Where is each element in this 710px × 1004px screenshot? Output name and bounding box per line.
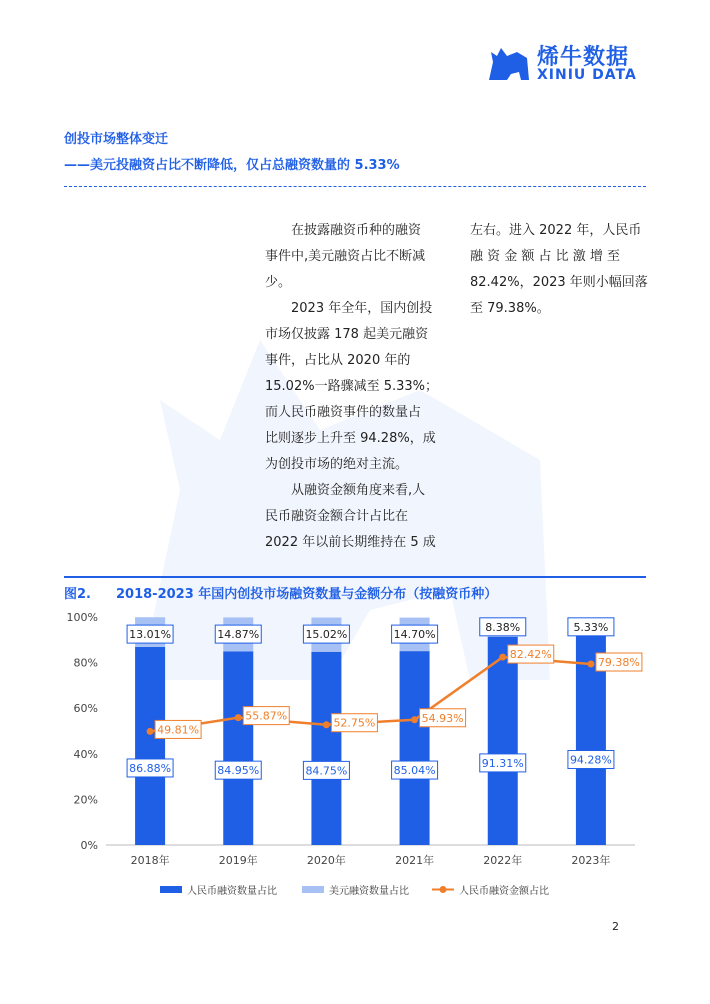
section-title: 创投市场整体变迁 — [64, 132, 169, 147]
rmb-amount-point — [235, 714, 242, 721]
paragraph-line: 比则逐步上升至 94.28%，成 — [265, 431, 436, 446]
x-tick-label: 2022年 — [483, 854, 523, 867]
usd-count-label: 13.01% — [129, 628, 172, 642]
bar-rmb-count — [135, 647, 165, 845]
legend-label: 美元融资数量占比 — [329, 886, 409, 897]
rmb-amount-label: 49.81% — [157, 723, 200, 737]
x-tick-label: 2018年 — [130, 854, 170, 867]
logo-name-en: XINIU DATA — [537, 67, 637, 83]
rmb-amount-point — [323, 721, 330, 728]
rmb-amount-point — [499, 654, 506, 661]
bar-rmb-count — [488, 637, 518, 845]
paragraph-line: 15.02%一路骤减至 5.33%； — [265, 379, 438, 394]
y-tick-label: 20% — [73, 793, 98, 807]
currency-distribution-chart — [60, 605, 650, 905]
y-tick-label: 100% — [66, 611, 98, 624]
section-subtitle: ——美元投融资占比不断降低，仅占总融资数量的 5.33% — [64, 158, 400, 173]
figure-top-rule — [64, 576, 646, 578]
rmb-amount-label: 52.75% — [333, 716, 376, 730]
paragraph-line: 为创投市场的绝对主流。 — [265, 457, 409, 472]
page-number: 2 — [612, 920, 619, 933]
x-tick-label: 2020年 — [306, 854, 346, 867]
usd-count-label: 14.70% — [393, 628, 436, 642]
usd-count-label: 5.33% — [573, 620, 609, 634]
rmb-amount-label: 55.87% — [245, 709, 288, 723]
rmb-amount-point — [147, 728, 154, 735]
legend-swatch-point — [440, 886, 447, 893]
section-divider — [64, 186, 646, 187]
figure-title — [64, 583, 646, 602]
rmb-amount-label: 54.93% — [421, 711, 464, 725]
x-tick-label: 2019年 — [218, 854, 258, 867]
rmb-count-label: 91.31% — [481, 756, 524, 770]
paragraph-line: 2022 年以前长期维持在 5 成 — [265, 535, 436, 550]
usd-count-label: 15.02% — [305, 628, 348, 642]
y-tick-label: 60% — [73, 702, 98, 716]
paragraph-line: 左右。进入 2022 年，人民币 — [470, 223, 642, 238]
y-tick-label: 80% — [73, 656, 98, 670]
x-tick-label: 2023年 — [571, 854, 611, 867]
legend-label: 人民币融资数量占比 — [187, 886, 277, 897]
rmb-amount-label: 82.42% — [509, 648, 552, 662]
body-column-left — [265, 218, 443, 556]
rmb-count-label: 94.28% — [569, 753, 612, 767]
figure-caption: 2018-2023 年国内创投市场融资数量与金额分布（按融资币种） — [116, 587, 498, 602]
paragraph-line: 市场仅披露 178 起美元融资 — [265, 327, 429, 342]
usd-count-label: 8.38% — [485, 620, 521, 634]
paragraph-line: 从融资金额角度来看,人 — [291, 483, 426, 498]
paragraph-line: 至 79.38%。 — [470, 301, 550, 316]
rhino-logo-icon — [487, 42, 531, 82]
paragraph-line: 2023 年全年，国内创投 — [291, 301, 433, 316]
xiniu-logo — [487, 40, 647, 88]
rmb-count-label: 86.88% — [129, 761, 172, 775]
body-column-right — [470, 218, 648, 322]
usd-count-label: 14.87% — [217, 628, 260, 642]
paragraph-line: 而人民币融资事件的数量占 — [265, 405, 422, 420]
rmb-amount-point — [411, 716, 418, 723]
legend-swatch — [302, 886, 324, 893]
rmb-count-label: 84.75% — [305, 764, 348, 778]
bar-rmb-count — [223, 651, 253, 845]
paragraph-line: 82.42%，2023 年则小幅回落 — [470, 275, 648, 290]
rmb-amount-point — [587, 661, 594, 668]
bar-rmb-count — [400, 651, 430, 845]
paragraph-line: 融 资 金 额 占 比 激 增 至 — [470, 249, 621, 264]
paragraph-line: 事件中,美元融资占比不断减 — [265, 249, 426, 264]
logo-name-cn: 烯牛数据 — [537, 45, 630, 70]
paragraph-line: 事件，占比从 2020 年的 — [265, 353, 411, 368]
y-tick-label: 0% — [80, 839, 98, 852]
y-tick-label: 40% — [73, 747, 98, 761]
rmb-count-label: 85.04% — [393, 764, 436, 778]
paragraph-line: 民币融资金额合计占比在 — [265, 509, 409, 524]
rmb-count-label: 84.95% — [217, 764, 260, 778]
legend-swatch — [160, 886, 182, 893]
paragraph-line: 少。 — [265, 275, 292, 290]
x-tick-label: 2021年 — [395, 854, 435, 867]
figure-number: 图2. — [64, 587, 91, 602]
legend-label: 人民币融资金额占比 — [459, 886, 549, 897]
bar-rmb-count — [311, 652, 341, 845]
paragraph-line: 在披露融资币种的融资 — [291, 223, 422, 238]
rmb-amount-label: 79.38% — [597, 656, 640, 670]
